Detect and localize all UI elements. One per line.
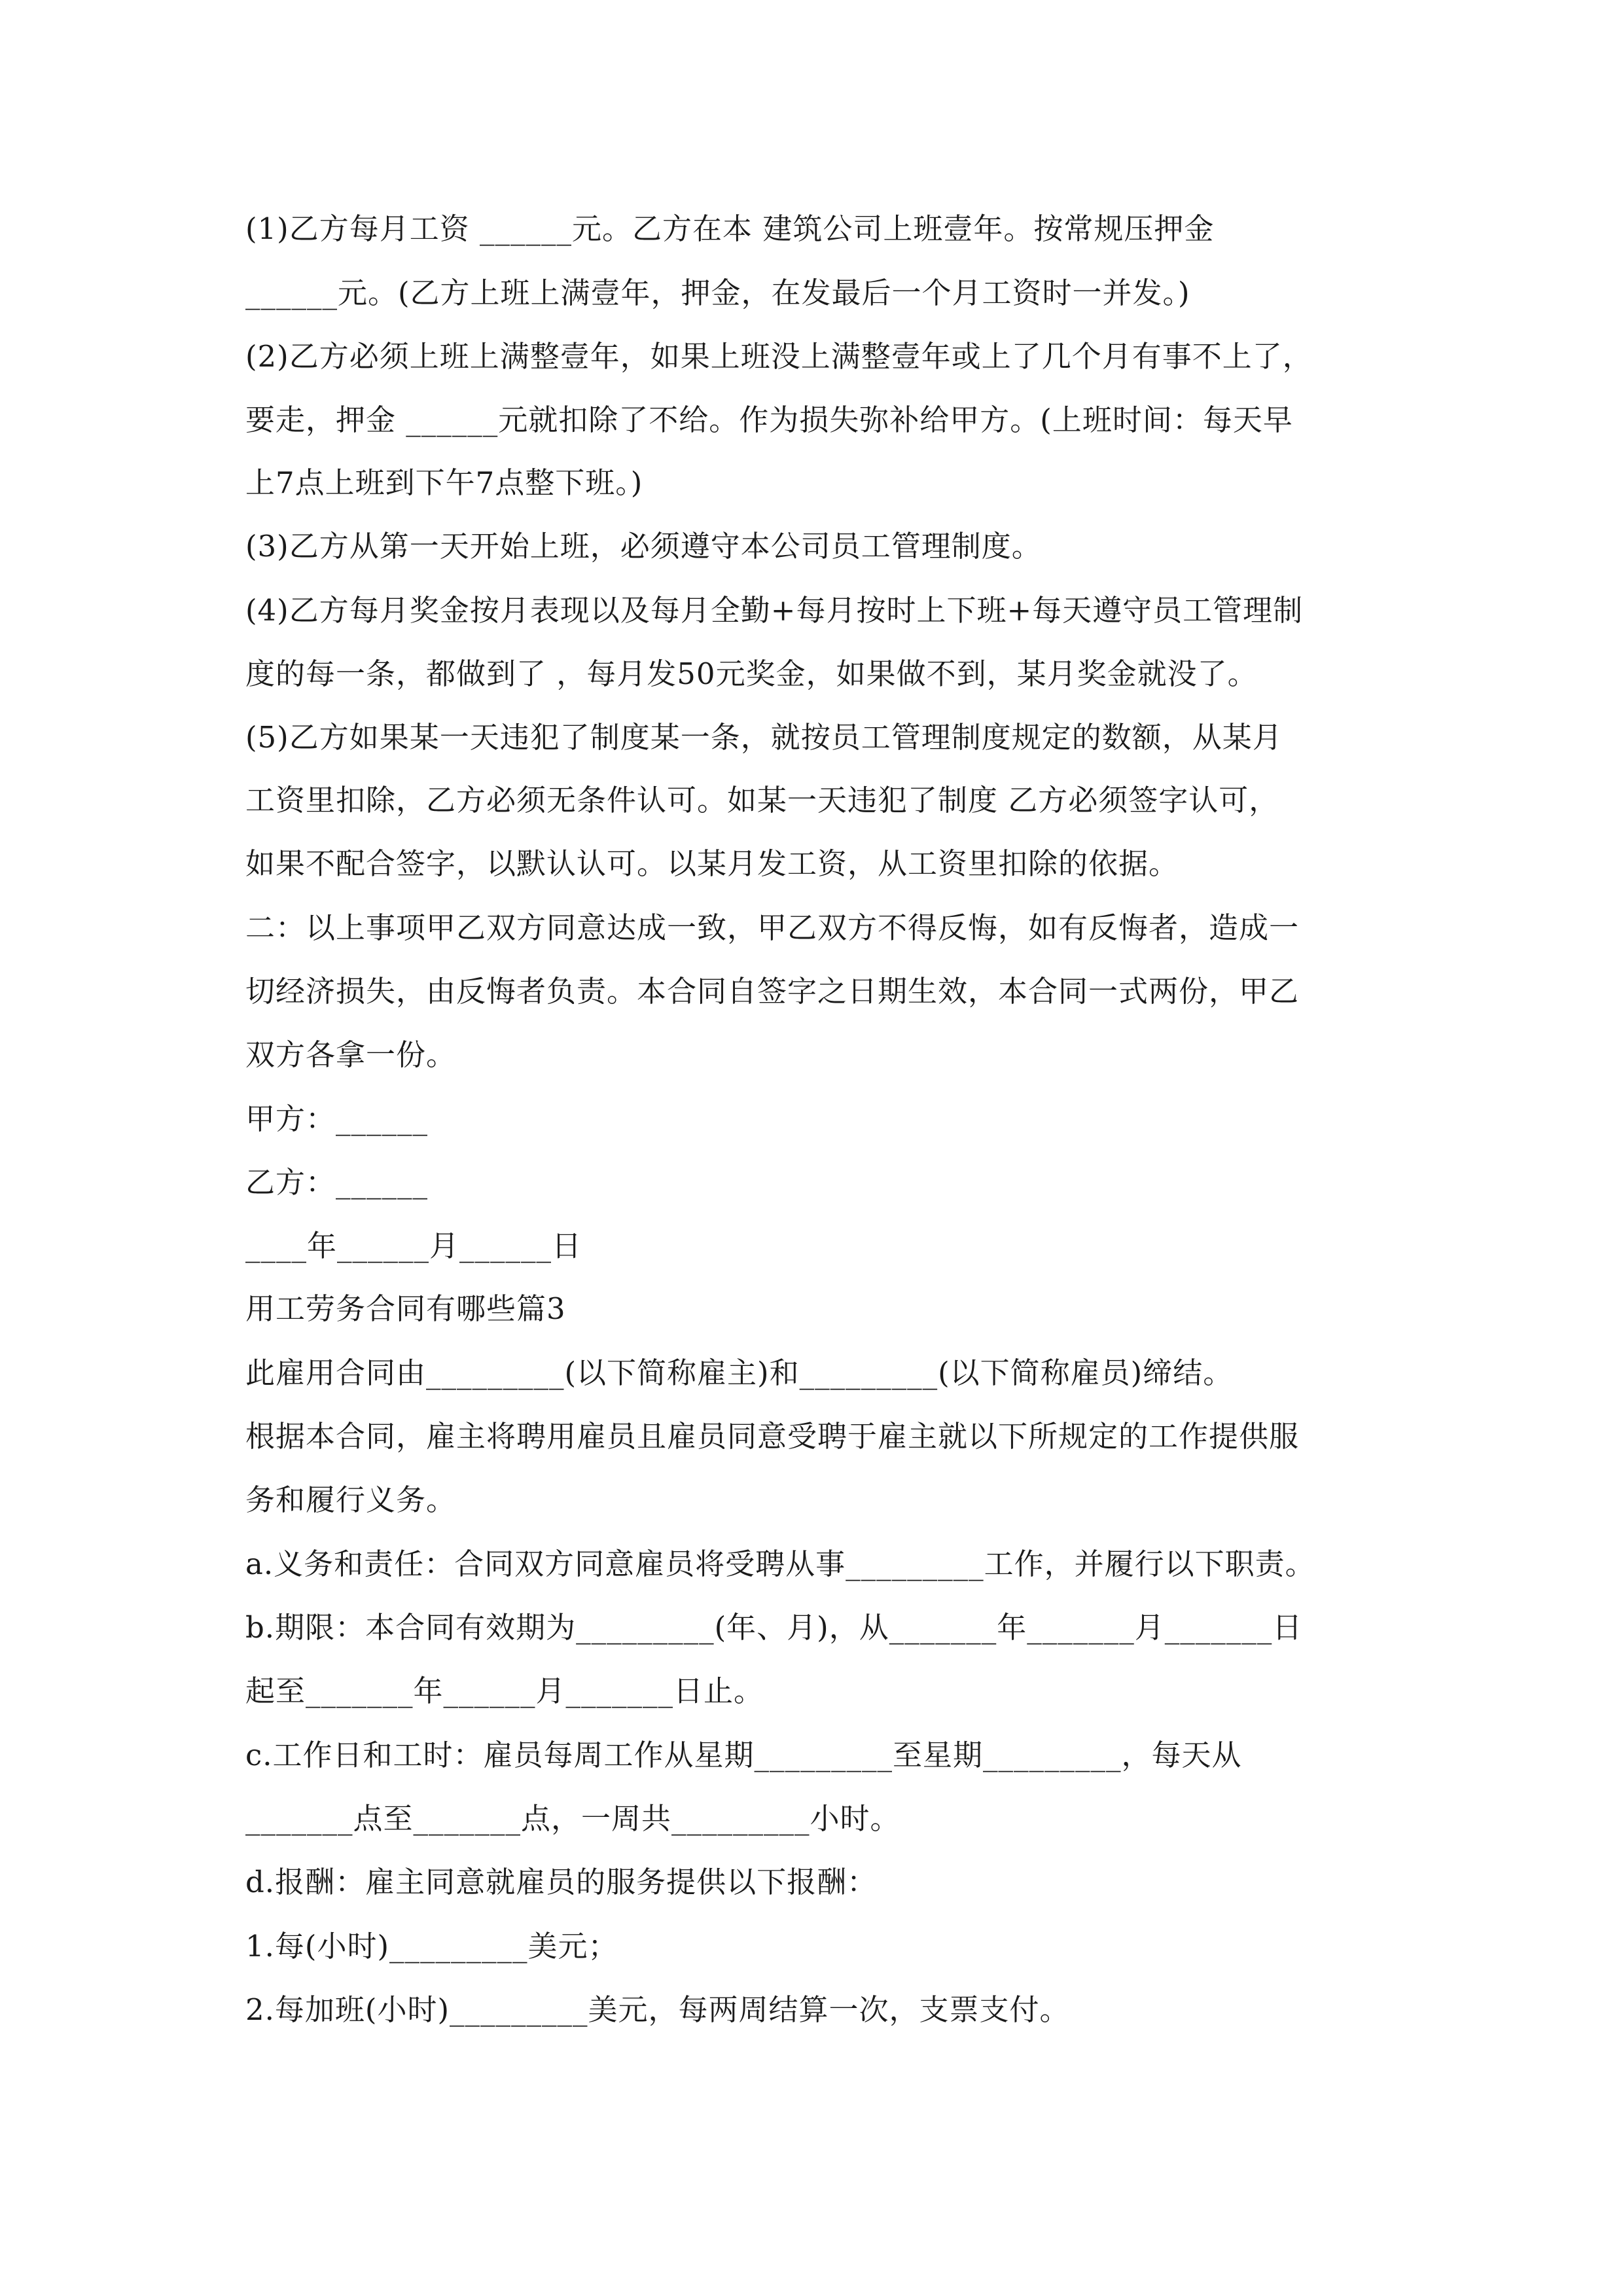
- party-b-signature-line: 乙方：______: [245, 1165, 429, 1200]
- paragraph-line: a.义务和责任：合同双方同意雇员将受聘从事_________工作，并履行以下职责。: [245, 1547, 1315, 1581]
- paragraph-line: 双方各拿一份。: [245, 1037, 457, 1072]
- paragraph-line: d.报酬：雇主同意就雇员的服务提供以下报酬：: [245, 1865, 878, 1899]
- paragraph-line: ______元。(乙方上班上满壹年，押金，在发最后一个月工资时一并发。): [245, 276, 1190, 310]
- party-a-signature-line: 甲方：______: [245, 1102, 429, 1136]
- paragraph-line: 此雇用合同由_________(以下简称雇主)和_________(以下简称雇员)缔结。: [245, 1355, 1234, 1390]
- paragraph-line: (1)乙方每月工资 ______元。乙方在本 建筑公司上班壹年。按常规压押金: [245, 211, 1215, 246]
- paragraph-line: 根据本合同，雇主将聘用雇员且雇员同意受聘于雇主就以下所规定的工作提供服: [245, 1419, 1300, 1454]
- paragraph-line: (5)乙方如果某一天违犯了制度某一条，就按员工管理制度规定的数额，从某月: [245, 720, 1283, 755]
- paragraph-line: 二：以上事项甲乙双方同意达成一致，甲乙双方不得反悔，如有反悔者，造成一: [245, 910, 1300, 945]
- paragraph-line: b.期限：本合同有效期为_________(年、月)，从_______年_______月_______日: [245, 1610, 1303, 1645]
- paragraph-line: 1.每(小时)_________美元；: [245, 1929, 618, 1964]
- paragraph-line: 上7点上班到下午7点整下班。): [245, 465, 643, 500]
- paragraph-line: _______点至_______点，一周共_________小时。: [245, 1801, 901, 1836]
- paragraph-line: 要走，押金 ______元就扣除了不给。作为损失弥补给甲方。(上班时间：每天早: [245, 403, 1293, 437]
- date-line: ____年______月______日: [245, 1229, 582, 1263]
- paragraph-line: 切经济损失，由反悔者负责。本合同自签字之日期生效，本合同一式两份，甲乙: [245, 974, 1300, 1009]
- paragraph-line: 务和履行义务。: [245, 1482, 457, 1517]
- section-heading: 用工劳务合同有哪些篇3: [245, 1291, 566, 1326]
- paragraph-line: c.工作日和工时：雇员每周工作从星期_________至星期_________，每天从: [245, 1738, 1242, 1772]
- paragraph-line: 2.每加班(小时)_________美元，每两周结算一次，支票支付。: [245, 1992, 1070, 2027]
- paragraph-line: 工资里扣除，乙方必须无条件认可。如某一天违犯了制度 乙方必须签字认可，: [245, 783, 1279, 817]
- paragraph-line: 如果不配合签字，以默认认可。以某月发工资，从工资里扣除的依据。: [245, 846, 1179, 881]
- paragraph-line: (4)乙方每月奖金按月表现以及每月全勤+每月按时上下班+每天遵守员工管理制: [245, 593, 1304, 628]
- paragraph-line: (2)乙方必须上班上满整壹年，如果上班没上满整壹年或上了几个月有事不上了，: [245, 339, 1313, 374]
- paragraph-line: 度的每一条，都做到了 ，每月发50元奖金，如果做不到，某月奖金就没了。: [245, 656, 1258, 691]
- paragraph-line: (3)乙方从第一天开始上班，必须遵守本公司员工管理制度。: [245, 529, 1042, 564]
- paragraph-line: 起至_______年______月_______日止。: [245, 1674, 764, 1708]
